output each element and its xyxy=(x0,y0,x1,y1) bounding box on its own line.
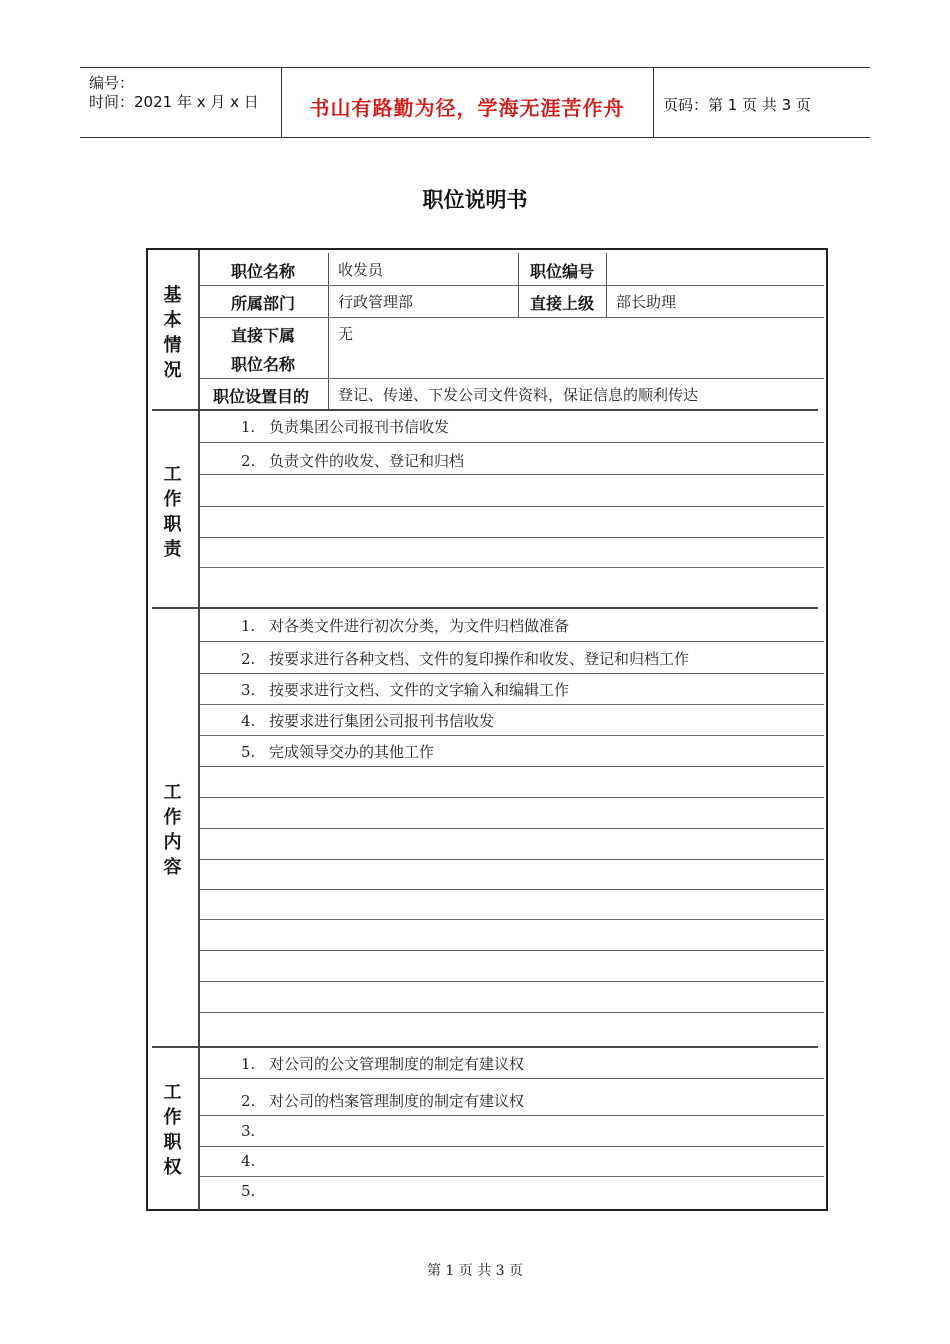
content-row-line xyxy=(200,641,824,642)
section-divider-duties xyxy=(152,607,818,609)
header-motto-cell xyxy=(281,68,654,137)
authority-row-line xyxy=(200,1146,824,1147)
content-row-line xyxy=(200,919,824,920)
document-header xyxy=(80,67,870,138)
subordinate-label-line1: 直接下属 xyxy=(231,326,296,345)
content-item: 3. 按要求进行文档、文件的文字输入和编辑工作 xyxy=(241,681,570,699)
position-name-value: 收发员 xyxy=(338,261,384,279)
authority-row-line xyxy=(200,1115,824,1116)
content-row-line xyxy=(200,704,824,705)
section-label-duties: 工 作 职 责 xyxy=(163,464,182,560)
motto-text: 书山有路勤为径，学海无涯苦作舟 xyxy=(309,96,625,120)
section-label-basic: 基 本 情 况 xyxy=(163,285,182,381)
label-column-divider xyxy=(198,250,200,1210)
purpose-label: 职位设置目的 xyxy=(213,387,310,406)
basic-row-line-3 xyxy=(200,378,824,379)
authority-item: 4. xyxy=(241,1152,256,1170)
authority-item: 3. xyxy=(241,1122,256,1140)
superior-label: 直接上级 xyxy=(530,294,595,313)
authority-item: 5. xyxy=(241,1182,256,1200)
section-divider-basic xyxy=(152,409,818,411)
content-row-line xyxy=(200,828,824,829)
page-title: 职位说明书 xyxy=(422,188,528,212)
authority-item: 2. 对公司的档案管理制度的制定有建议权 xyxy=(241,1092,525,1110)
content-row-line xyxy=(200,1012,824,1013)
content-item: 2. 按要求进行各种文档、文件的复印操作和收发、登记和归档工作 xyxy=(241,650,690,668)
subordinate-value: 无 xyxy=(338,325,354,343)
content-row-line xyxy=(200,735,824,736)
superior-value: 部长助理 xyxy=(616,293,677,311)
content-item: 4. 按要求进行集团公司报刊书信收发 xyxy=(241,712,495,730)
serial-label: 编号： xyxy=(89,74,135,92)
content-row-line xyxy=(200,859,824,860)
basic-row-line-2 xyxy=(200,317,824,318)
duty-item: 1. 负责集团公司报刊书信收发 xyxy=(241,418,450,436)
page-info: 页码：第 1 页 共 3 页 xyxy=(663,96,811,114)
authority-row-line xyxy=(200,1078,824,1079)
header-meta-cell xyxy=(80,68,282,137)
purpose-value: 登记、传递、下发公司文件资料，保证信息的顺利传达 xyxy=(338,386,699,404)
content-row-line xyxy=(200,950,824,951)
content-item: 1. 对各类文件进行初次分类，为文件归档做准备 xyxy=(241,617,570,635)
content-row-line xyxy=(200,889,824,890)
content-row-line xyxy=(200,981,824,982)
basic-row-line-1 xyxy=(200,285,824,286)
content-item: 5. 完成领导交办的其他工作 xyxy=(241,743,435,761)
content-row-line xyxy=(200,766,824,767)
duties-row-line xyxy=(200,567,824,568)
duty-item: 2. 负责文件的收发、登记和归档 xyxy=(241,452,465,470)
authority-item: 1. 对公司的公文管理制度的制定有建议权 xyxy=(241,1055,525,1073)
section-label-content: 工 作 内 容 xyxy=(163,782,182,878)
basic-col-divider-1 xyxy=(328,253,329,409)
subordinate-label-line2: 职位名称 xyxy=(231,355,296,374)
duties-row-line xyxy=(200,506,824,507)
position-name-label: 职位名称 xyxy=(231,262,296,281)
position-code-label: 职位编号 xyxy=(530,262,595,281)
date-line: 时间：2021 年 x 月 x 日 xyxy=(89,93,259,111)
duties-row-line xyxy=(200,474,824,475)
content-row-line xyxy=(200,673,824,674)
duties-row-line xyxy=(200,537,824,538)
section-divider-content xyxy=(152,1046,818,1048)
header-page-cell xyxy=(653,68,870,137)
authority-row-line xyxy=(200,1176,824,1177)
department-label: 所属部门 xyxy=(231,294,296,313)
department-value: 行政管理部 xyxy=(338,293,414,311)
content-row-line xyxy=(200,797,824,798)
section-label-authority: 工 作 职 权 xyxy=(163,1082,182,1178)
page-footer: 第 1 页 共 3 页 xyxy=(426,1263,524,1279)
duties-row-line xyxy=(200,442,824,443)
